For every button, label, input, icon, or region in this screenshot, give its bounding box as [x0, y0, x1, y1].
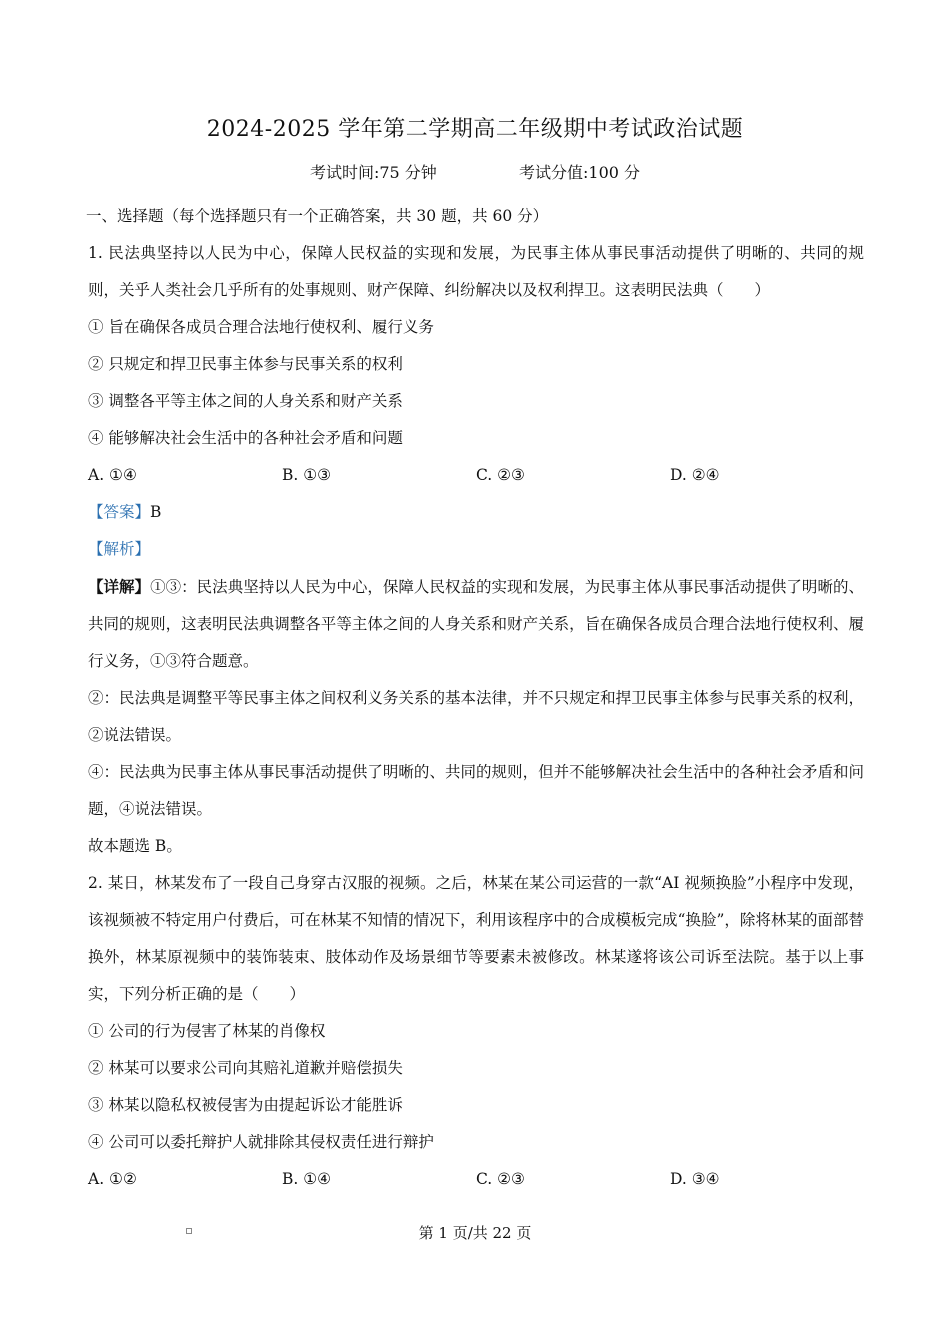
- q1-detail-text-1: ①③：民法典坚持以人民为中心，保障人民权益的实现和发展，为民事主体从事民事活动提供了明晰的、共同的规则，这表明民法典调整各平等主体之间的人身关系和财产关系，旨在确保各成员合理合法地行使权利、履行义务，①③符合题意。: [88, 578, 864, 670]
- detail-tag: 【详解】: [88, 577, 151, 596]
- exam-meta: [0, 160, 950, 183]
- q1-options: [88, 457, 864, 494]
- q1-detail-2: ②：民法典是调整平等民事主体之间权利义务关系的基本法律，并不只规定和捍卫民事主体参与民事关系的权利，②说法错误。: [88, 689, 864, 744]
- q1-answer: [88, 494, 864, 531]
- q1-item-3: ③ 调整各平等主体之间的人身关系和财产关系: [88, 392, 403, 410]
- answer-tag: 【答案】: [88, 503, 151, 521]
- q1-analysis: [88, 531, 864, 568]
- analysis-tag: 【解析】: [88, 540, 151, 558]
- q1-option-a: A. ①④: [88, 466, 137, 484]
- section-heading: 一、选择题（每个选择题只有一个正确答案，共 30 题，共 60 分）: [86, 207, 549, 225]
- q1-stem: 1. 民法典坚持以人民为中心，保障人民权益的实现和发展，为民事主体从事民事活动提供了明晰的、共同的规则，关乎人类社会几乎所有的处事规则、财产保障、纠纷解决以及权利捍卫。这表明民法典（ ）: [88, 244, 864, 299]
- q1-detail-3: ④：民法典为民事主体从事民事活动提供了明晰的、共同的规则，但并不能够解决社会生活中的各种社会矛盾和问题，④说法错误。: [88, 763, 864, 818]
- exam-time: 考试时间:75 分钟: [309, 163, 437, 182]
- exam-score: 考试分值:100 分: [519, 163, 641, 182]
- q1-option-c: C. ②③: [476, 466, 525, 484]
- content-body: [88, 198, 864, 1198]
- q2-item-4: ④ 公司可以委托辩护人就排除其侵权责任进行辩护: [88, 1133, 434, 1151]
- q1-detail-1: [88, 568, 864, 680]
- q2-option-b: B. ①④: [282, 1170, 332, 1188]
- q1-option-b: B. ①③: [282, 466, 332, 484]
- q2-option-d: D. ③④: [670, 1170, 720, 1188]
- q2-item-1: ① 公司的行为侵害了林某的肖像权: [88, 1022, 326, 1040]
- q2-option-c: C. ②③: [476, 1170, 525, 1188]
- q1-conclusion: 故本题选 B。: [88, 837, 182, 855]
- q2-stem: 2. 某日，林某发布了一段自己身穿古汉服的视频。之后，林某在某公司运营的一款“AI 视频换脸”小程序中发现，该视频被不特定用户付费后，可在林某不知情的情况下，利用该程序中的合成模板完成“换脸”，除将林某的面部替换外，林某原视频中的装饰装束、肢体动作及场景细节等要素未被修改。林某遂将该公司诉至法院。基于以上事实，下列分析正确的是（ ）: [88, 874, 864, 1003]
- q1-item-2: ② 只规定和捍卫民事主体参与民事关系的权利: [88, 355, 403, 373]
- exam-title: 2024-2025 学年第二学期高二年级期中考试政治试题: [206, 117, 744, 142]
- q2-option-a: A. ①②: [88, 1170, 137, 1188]
- q2-item-3: ③ 林某以隐私权被侵害为由提起诉讼才能胜诉: [88, 1096, 403, 1114]
- page-number: 第 1 页/共 22 页: [418, 1224, 532, 1242]
- q1-option-d: D. ②④: [670, 466, 720, 484]
- q2-options: [88, 1161, 864, 1198]
- q1-item-4: ④ 能够解决社会生活中的各种社会矛盾和问题: [88, 429, 403, 447]
- q1-item-1: ① 旨在确保各成员合理合法地行使权利、履行义务: [88, 318, 434, 336]
- answer-value: B: [150, 503, 162, 521]
- q2-item-2: ② 林某可以要求公司向其赔礼道歉并赔偿损失: [88, 1059, 403, 1077]
